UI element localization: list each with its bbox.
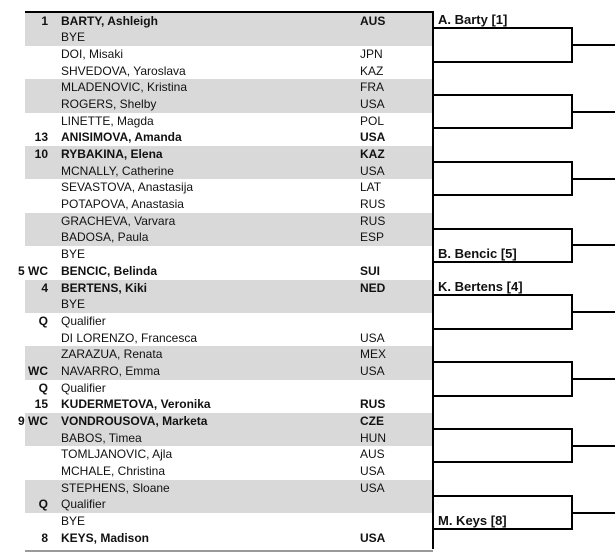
advancer-label: A. Barty [1]	[438, 11, 508, 27]
player-name: BARTY, Ashleigh	[61, 13, 158, 28]
round2-slot-line	[432, 127, 573, 129]
country-code: USA	[360, 530, 386, 545]
country-code: JPN	[360, 46, 383, 61]
advancer-label: M. Keys [8]	[438, 512, 507, 528]
draw-row	[25, 113, 433, 130]
player-name: VONDROUSOVA, Marketa	[61, 414, 208, 428]
table-top-rule	[25, 11, 433, 13]
round2-slot-line	[432, 27, 573, 29]
draw-row	[25, 313, 433, 330]
draw-row	[25, 213, 433, 230]
round2-slot-line	[432, 61, 573, 63]
round2-slot-line	[432, 461, 573, 463]
country-code: NED	[360, 280, 386, 295]
round2-slot-line	[432, 361, 573, 363]
round2-slot-line	[432, 228, 573, 230]
country-code: RUS	[360, 397, 386, 412]
player-name: RYBAKINA, Elena	[61, 147, 163, 161]
round2-slot-line	[432, 194, 573, 196]
player-name: TOMLJANOVIC, Ajla	[61, 447, 173, 462]
draw-row	[25, 513, 433, 530]
player-name: ANISIMOVA, Amanda	[61, 130, 182, 145]
draw-row	[25, 46, 433, 63]
draw-row	[25, 280, 433, 297]
draw-row	[25, 446, 433, 463]
round3-slot-line	[572, 44, 615, 46]
advancer-label: K. Bertens [4]	[438, 278, 523, 294]
round2-slot-line	[432, 395, 573, 397]
player-name: GRACHEVA, Varvara	[61, 213, 176, 228]
draw-row	[25, 146, 433, 163]
round3-slot-line	[572, 445, 615, 447]
country-code: AUS	[360, 13, 386, 28]
table-bottom-rule	[25, 550, 433, 552]
draw-row	[25, 363, 433, 380]
player-name: BYE	[61, 247, 86, 262]
draw-row	[25, 63, 433, 80]
player-name: BYE	[61, 30, 86, 45]
country-code: HUN	[360, 430, 386, 445]
draw-row	[25, 29, 433, 46]
player-name: STEPHENS, Sloane	[61, 480, 170, 495]
player-name: KEYS, Madison	[61, 530, 150, 545]
draw-row	[25, 346, 433, 363]
seed-entry: 13	[34, 130, 48, 145]
country-code: USA	[360, 480, 385, 495]
seed-entry: Q	[38, 313, 48, 328]
player-name: MLADENOVIC, Kristina	[61, 80, 188, 95]
country-code: FRA	[360, 80, 384, 95]
player-name: MCNALLY, Catherine	[61, 163, 174, 178]
player-name: KUDERMETOVA, Veronika	[61, 397, 211, 412]
player-name: BADOSA, Paula	[61, 230, 149, 245]
player-name: BYE	[61, 297, 86, 312]
round3-slot-line	[572, 111, 615, 113]
country-code: USA	[360, 464, 385, 479]
draw-row	[25, 496, 433, 513]
draw-row	[25, 330, 433, 347]
round2-slot-line	[432, 528, 573, 530]
draw-row	[18, 263, 433, 280]
country-code: MEX	[360, 347, 387, 362]
round3-slot-line	[572, 512, 615, 514]
player-name: NAVARRO, Emma	[61, 363, 160, 378]
country-code: ESP	[360, 230, 385, 245]
seed-entry: 9 WC	[18, 414, 48, 428]
draw-row	[25, 463, 433, 480]
player-name: POTAPOVA, Anastasia	[61, 197, 184, 212]
country-code: USA	[360, 330, 385, 345]
draw-row	[25, 163, 433, 180]
draw-row	[25, 396, 433, 413]
country-code: USA	[360, 96, 385, 111]
player-name: Qualifier	[61, 380, 106, 395]
seed-entry: 10	[34, 147, 48, 161]
country-code: AUS	[360, 447, 385, 462]
draw-row	[18, 413, 433, 430]
player-name: MCHALE, Christina	[61, 464, 166, 479]
draw-row	[25, 179, 433, 196]
round2-slot-line	[432, 328, 573, 330]
draw-row	[25, 13, 433, 30]
player-name: BENCIC, Belinda	[61, 263, 158, 278]
draw-row	[25, 430, 433, 447]
table-right-border	[432, 11, 434, 549]
player-name: BYE	[61, 514, 86, 529]
country-code: RUS	[360, 213, 386, 228]
round2-slot-line	[432, 94, 573, 96]
draw-row	[25, 246, 433, 263]
advancer-label: B. Bencic [5]	[438, 245, 517, 261]
seed-entry: 5 WC	[18, 263, 48, 278]
player-name: BERTENS, Kiki	[61, 280, 148, 295]
round2-slot-line	[432, 261, 573, 263]
draw-row	[25, 480, 433, 497]
round3-slot-line	[572, 178, 615, 180]
draw-row	[25, 96, 433, 113]
first-round-column	[18, 13, 433, 547]
draw-row	[25, 530, 433, 547]
country-code: LAT	[360, 180, 382, 195]
seed-entry: 1	[41, 13, 48, 28]
seed-entry: 8	[41, 530, 48, 545]
round2-slot-line	[432, 161, 573, 163]
player-name: DI LORENZO, Francesca	[61, 330, 198, 345]
round3-slot-line	[572, 378, 615, 380]
player-name: ZARAZUA, Renata	[61, 347, 163, 362]
draw-row	[25, 380, 433, 397]
player-name: DOI, Misaki	[61, 46, 124, 61]
player-name: LINETTE, Magda	[61, 113, 154, 128]
player-name: BABOS, Timea	[61, 430, 142, 445]
country-code: USA	[360, 130, 386, 145]
player-name: Qualifier	[61, 497, 106, 512]
seed-entry: 4	[41, 280, 48, 295]
draw-row	[25, 196, 433, 213]
seed-entry: Q	[38, 380, 48, 395]
seed-entry: WC	[28, 363, 48, 378]
round3-slot-line	[572, 311, 615, 313]
player-name: ROGERS, Shelby	[61, 96, 157, 111]
country-code: USA	[360, 163, 385, 178]
round3-slot-line	[572, 244, 615, 246]
country-code: KAZ	[360, 147, 385, 161]
country-code: SUI	[360, 263, 381, 278]
draw-row	[25, 129, 433, 146]
round2-slot-line	[432, 428, 573, 430]
player-name: SEVASTOVA, Anastasija	[61, 180, 194, 195]
player-name: Qualifier	[61, 313, 106, 328]
country-code: USA	[360, 363, 385, 378]
round2-slot-line	[432, 294, 573, 296]
draw-row	[25, 296, 433, 313]
round2-slot-line	[432, 495, 573, 497]
draw-row	[25, 79, 433, 96]
country-code: RUS	[360, 197, 386, 212]
country-code: POL	[360, 113, 385, 128]
country-code: KAZ	[360, 63, 384, 78]
country-code: CZE	[360, 414, 384, 428]
draw-row	[25, 229, 433, 246]
seed-entry: Q	[38, 497, 48, 512]
player-name: SHVEDOVA, Yaroslava	[61, 63, 186, 78]
seed-entry: 15	[34, 397, 48, 412]
